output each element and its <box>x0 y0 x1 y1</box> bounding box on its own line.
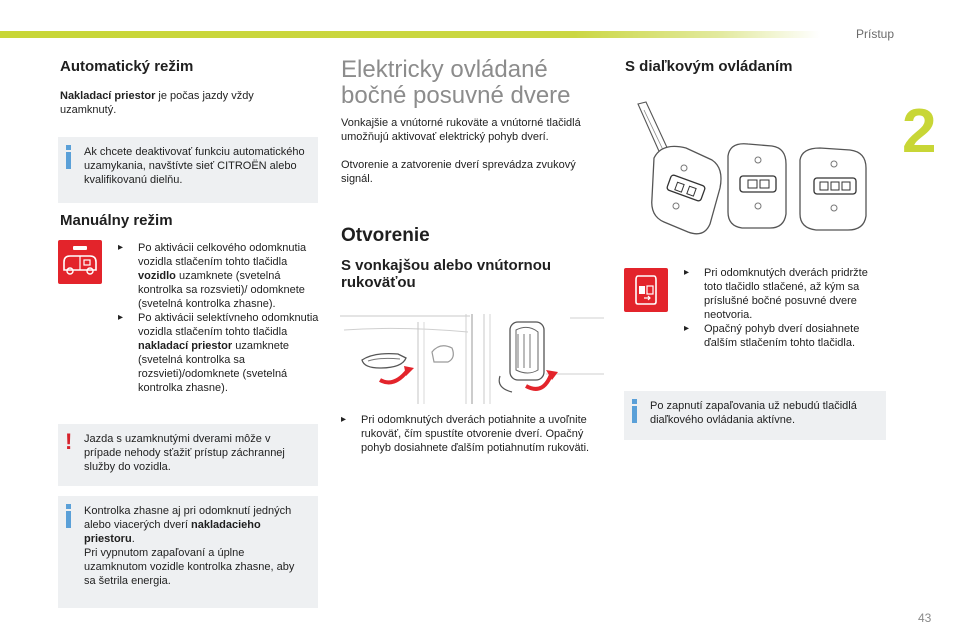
page-number: 43 <box>918 611 932 625</box>
chapter-number: 2 <box>902 97 937 166</box>
bullet-marker: ▸ <box>118 312 124 323</box>
bullet-marker: ▸ <box>684 323 690 334</box>
bullet-item: ▸ Pri odomknutých dverách potiahnite a uvoľnite rukoväť, čím spustíte otvorenie dverí. Opačný pohyb dosiahnete ďalším potiahnutím rukoväti. <box>341 414 590 454</box>
bullet-item: ▸ Po aktivácii celkového odomknutia vozidla stlačením tohto tlačidla vozidlo uzamknete (svetelná kontrolka sa rozsvieti)/ odomknete (svetelná kontrolka zhasne). <box>118 242 307 310</box>
bullet-marker: ▸ <box>118 242 124 253</box>
manual-mode-bullets <box>118 241 322 395</box>
handle-subtitle: S vonkajšou alebo vnútornou rukoväťou <box>341 257 552 291</box>
sliding-doors-title: Elektricky ovládané bočné posuvné dvere <box>341 56 571 109</box>
bullet-marker: ▸ <box>684 267 690 278</box>
remote-key-illustration <box>624 98 886 240</box>
remote-bullets <box>684 266 884 350</box>
manual-mode-title: Manuálny režim <box>60 212 173 229</box>
sliding-doors-intro-2: Otvorenie a zatvorenie dverí sprevádza zvukový signál. <box>341 159 576 185</box>
handle-bullets <box>341 413 603 455</box>
auto-mode-title: Automatický režim <box>60 58 194 75</box>
sliding-door-icon <box>624 268 668 312</box>
sliding-doors-intro-1: Vonkajšie a vnútorné rukoväte a vnútorné tlačidlá umožňujú aktivovať elektrický pohyb dverí. <box>341 117 581 143</box>
info-note-remote: Po zapnutí zapaľovania už nebudú tlačidlá diaľkového ovládania aktívne. <box>624 391 886 440</box>
info-note-indicator: Kontrolka zhasne aj pri odomknutí jedných alebo viacerých dverí nakladacieho priestoru. Pri vypnutom zapaľovaní a úplne uzamknutom vozidle kontrolka zhasne, aby sa šetrila energia. <box>58 496 318 608</box>
info-icon <box>66 504 71 528</box>
opening-title: Otvorenie <box>341 225 430 246</box>
door-handle-illustration <box>340 308 604 408</box>
van-lock-button <box>58 240 102 284</box>
bullet-item: ▸ Pri odomknutých dverách pridržte toto tlačidlo stlačené, až kým sa príslušné bočné posuvné dvere neotvoria. <box>684 267 868 321</box>
info-icon <box>66 145 71 169</box>
sliding-door-button <box>624 268 668 312</box>
info-note-deactivate: Ak chcete deaktivovať funkciu automatického uzamykania, navštívte sieť CITROËN alebo kvalifikovanú dielňu. <box>58 137 318 203</box>
warning-icon: ! <box>65 429 73 454</box>
info-icon <box>632 399 637 423</box>
bullet-marker: ▸ <box>341 414 347 425</box>
bullet-item: ▸ Opačný pohyb dverí dosiahnete ďalším stlačením tohto tlačidla. <box>684 323 860 349</box>
van-lock-icon <box>58 240 102 284</box>
section-label: Prístup <box>855 27 894 41</box>
remote-title: S diaľkovým ovládaním <box>625 58 793 75</box>
bullet-item: ▸ Po aktivácii selektívneho odomknutia vozidla stlačením tohto tlačidla nakladací priestor uzamknete (svetelná kontrolka sa rozsvieti)/odomknete (svetelná kontrolka zhasne). <box>118 312 319 394</box>
header-accent-bar <box>0 31 820 38</box>
warning-note: ! Jazda s uzamknutými dverami môže v prípade nehody sťažiť prístup záchrannej služby do vozidla. <box>58 424 318 486</box>
auto-mode-text: Nakladací priestor je počas jazdy vždy uzamknutý. <box>60 90 254 116</box>
